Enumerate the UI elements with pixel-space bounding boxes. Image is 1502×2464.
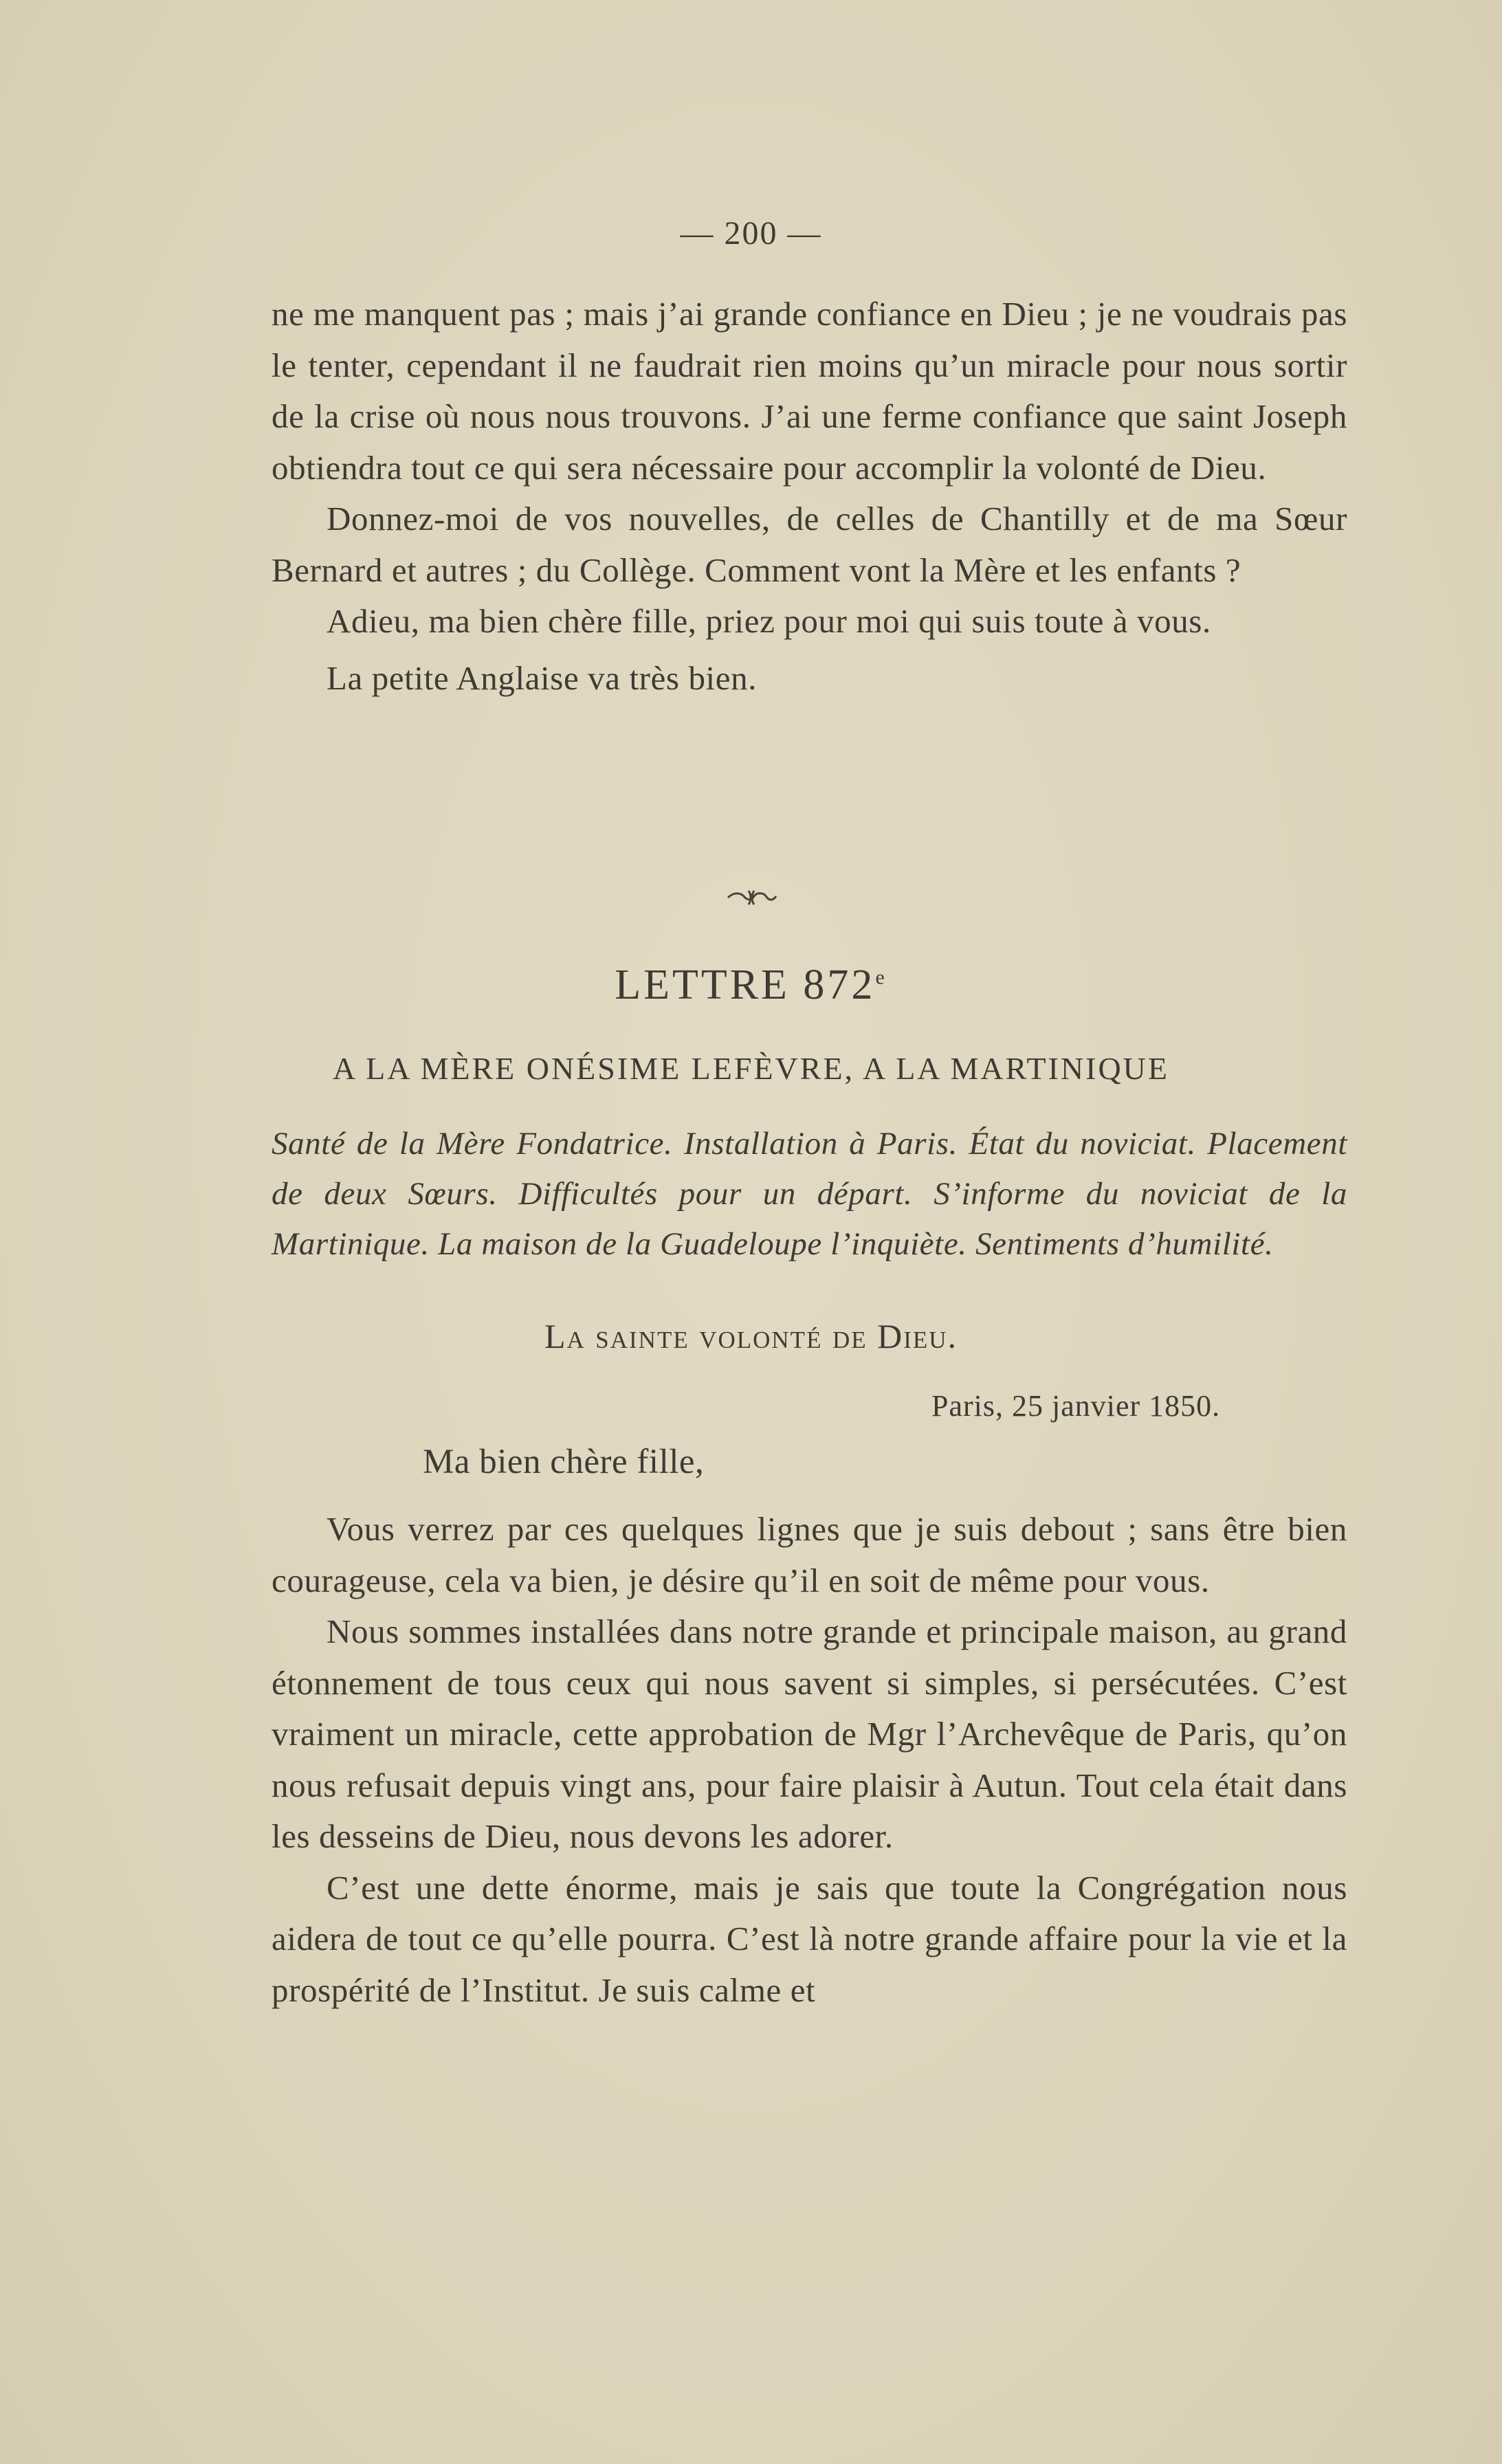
letter-body: [272, 1504, 1347, 2016]
postscript: La petite Anglaise va très bien.: [327, 658, 758, 697]
summary-text: Santé de la Mère Fondatrice. Installation à Paris. État du noviciat. Placement de deux Sœurs. Difficultés pour un départ. S’informe du noviciat de la Martinique. La maison de la Guadeloupe l’inquiète. Sentiments d’humilité.: [272, 1126, 1347, 1262]
ornament-divider-icon: [0, 887, 1502, 911]
salutation: Ma bien chère fille,: [423, 1443, 705, 1481]
paragraph: Adieu, ma bien chère fille, priez pour moi qui suis toute à vous.: [327, 602, 1211, 640]
letter-title-superscript: e: [875, 966, 887, 989]
place-date: Paris, 25 janvier 1850.: [931, 1389, 1221, 1423]
paragraph: Vous verrez par ces quelques lignes que je suis debout ; sans être bien courageuse, cela va bien, je désire qu’il en soit de même pour vous.: [272, 1510, 1347, 1599]
letter-recipient: A LA MÈRE ONÉSIME LEFÈVRE, A LA MARTINIQUE: [332, 1051, 1170, 1086]
letter-summary: [272, 1119, 1347, 1269]
paragraph: ne me manquent pas ; mais j’ai grande confiance en Dieu ; je ne voudrais pas le tenter, cependant il ne faudrait rien moins qu’un miracle pour nous sortir de la crise où nous nous trouvons. J’ai une ferme confiance que saint Joseph obtiendra tout ce qui sera nécessaire pour accomplir la volonté de Dieu.: [272, 295, 1347, 487]
letter-title: [0, 961, 1502, 1010]
paragraph: Nous sommes installées dans notre grande et principale maison, au grand étonnement de tous ceux qui nous savent si simples, si persécutées. C’est vraiment un miracle, cette approbation de Mgr l’Archevêque de Paris, qu’on nous refusait depuis vingt ans, pour faire plaisir à Autun. Tout cela était dans les desseins de Dieu, nous devons les adorer.: [272, 1612, 1347, 1855]
continuation-text: [272, 289, 1347, 704]
paragraph: C’est une dette énorme, mais je sais que toute la Congrégation nous aidera de tout ce qu’elle pourra. C’est là notre grande affaire pour la vie et la prospérité de l’Institut. Je suis calme et: [272, 1868, 1347, 2009]
letter-motto: La sainte volonté de Dieu.: [544, 1317, 958, 1355]
letter-title-text: LETTRE 872: [615, 962, 876, 1008]
page-number: — 200 —: [680, 215, 822, 252]
paragraph: Donnez-moi de vos nouvelles, de celles de Chantilly et de ma Sœur Bernard et autres ; du Collège. Comment vont la Mère et les enfants ?: [272, 500, 1347, 589]
